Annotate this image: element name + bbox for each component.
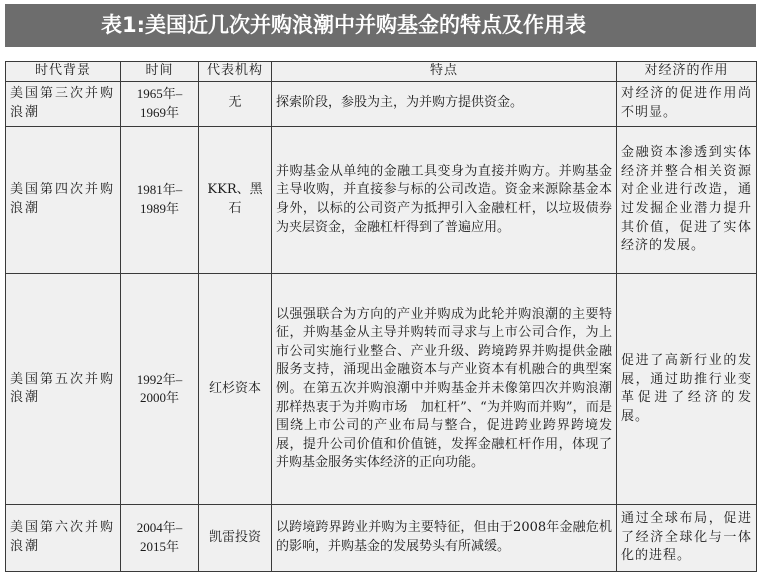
features-cell: 以跨境跨界跨业并购为主要特征，但由于2008年金融危机的影响，并购基金的发展势头有所减缓。 xyxy=(272,505,617,572)
time-cell: 1965年–1969年 xyxy=(121,82,199,127)
org-cell: KKR、黑石 xyxy=(199,126,272,274)
header-features: 特点 xyxy=(272,62,617,82)
header-era: 时代背景 xyxy=(6,62,121,82)
header-time: 时间 xyxy=(121,62,199,82)
era-cell: 美国第六次并购浪潮 xyxy=(6,505,121,572)
features-cell: 探索阶段，参股为主，为并购方提供资金。 xyxy=(272,82,617,127)
time-cell: 1992年–2000年 xyxy=(121,274,199,505)
features-cell: 并购基金从单纯的金融工具变身为直接并购方。并购基金主导收购，并直接参与标的公司改造。资金来源除基金本身外，以标的公司资产为抵押引入金融杠杆，以垃圾债券为夹层资金，金融杠杆得到了普遍应用。 xyxy=(272,126,617,274)
era-cell: 美国第三次并购浪潮 xyxy=(6,82,121,127)
header-org: 代表机构 xyxy=(199,62,272,82)
features-cell: 以强强联合为方向的产业并购成为此轮并购浪潮的主要特征，并购基金从主导并购转而寻求与上市公司合作，为上市公司实施行业整合、产业升级、跨境跨界并购提供金融服务支持，涌现出金融资本与产业资本有机融合的典型案例。在第五次并购浪潮中并购基金并未像第四次并购浪潮那样热衷于为并购市场 加杠杆”、“为并购而并购”，而是围绕上市公司的产业布局与整合，促进跨业跨界跨境发展，提升公司价值和价值链，发挥金融杠杆作用，体现了并购基金服务实体经济的正向功能。 xyxy=(272,274,617,505)
impact-cell: 通过全球布局，促进了经济全球化与一体化的进程。 xyxy=(617,505,757,572)
table-title: 表1:美国近几次并购浪潮中并购基金的特点及作用表 xyxy=(5,4,756,47)
table-row xyxy=(6,82,757,127)
impact-cell: 促进了高新行业的发展，通过助推行业变革促进了经济的发展。 xyxy=(617,274,757,505)
features-table xyxy=(5,61,757,572)
org-cell: 红杉资本 xyxy=(199,274,272,505)
header-row xyxy=(6,62,757,82)
table-row xyxy=(6,505,757,572)
impact-cell: 对经济的促进作用尚不明显。 xyxy=(617,82,757,127)
time-cell: 1981年–1989年 xyxy=(121,126,199,274)
era-cell: 美国第五次并购浪潮 xyxy=(6,274,121,505)
time-cell: 2004年–2015年 xyxy=(121,505,199,572)
table-row xyxy=(6,274,757,505)
org-cell: 无 xyxy=(199,82,272,127)
header-impact: 对经济的作用 xyxy=(617,62,757,82)
era-cell: 美国第四次并购浪潮 xyxy=(6,126,121,274)
org-cell: 凯雷投资 xyxy=(199,505,272,572)
impact-cell: 金融资本渗透到实体经济并整合相关资源对企业进行改造，通过发掘企业潜力提升其价值，促进了实体经济的发展。 xyxy=(617,126,757,274)
table-row xyxy=(6,126,757,274)
